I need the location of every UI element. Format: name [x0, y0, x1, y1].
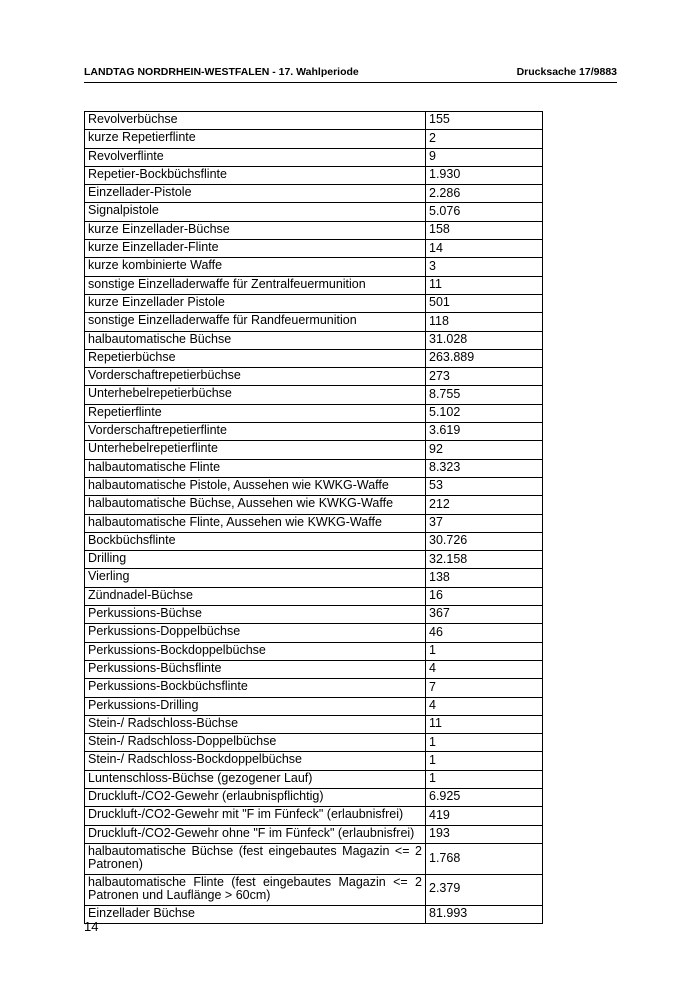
count-cell: 11: [426, 715, 543, 733]
table-row: [85, 905, 543, 923]
weapon-type-cell: Repetier-Bockbüchsflinte: [85, 166, 426, 184]
count-cell: 6.925: [426, 788, 543, 806]
document-number: Drucksache 17/9883: [516, 66, 617, 78]
table-row: [85, 368, 543, 386]
table-row: [85, 825, 543, 843]
table-row: [85, 130, 543, 148]
count-cell: 1.768: [426, 843, 543, 874]
table-row: [85, 715, 543, 733]
table-row: [85, 843, 543, 874]
table-row: [85, 697, 543, 715]
table-row: [85, 770, 543, 788]
table-row: [85, 423, 543, 441]
table-row: [85, 660, 543, 678]
count-cell: 118: [426, 313, 543, 331]
table-row: [85, 496, 543, 514]
table-row: [85, 514, 543, 532]
table-row: [85, 679, 543, 697]
count-cell: 1: [426, 752, 543, 770]
weapon-type-cell: Perkussions-Bockbüchsflinte: [85, 679, 426, 697]
count-cell: 11: [426, 276, 543, 294]
table-body: [85, 112, 543, 924]
table-row: [85, 624, 543, 642]
table-row: [85, 606, 543, 624]
weapon-type-cell: Einzellader Büchse: [85, 905, 426, 923]
table-row: [85, 788, 543, 806]
weapon-type-cell: Drilling: [85, 551, 426, 569]
page-number: 14: [84, 919, 99, 934]
table-row: [85, 874, 543, 905]
count-cell: 4: [426, 660, 543, 678]
weapon-type-cell: kurze Repetierflinte: [85, 130, 426, 148]
count-cell: 273: [426, 368, 543, 386]
table-row: [85, 313, 543, 331]
weapon-type-cell: Stein-/ Radschloss-Bockdoppelbüchse: [85, 752, 426, 770]
weapon-type-cell: Vorderschaftrepetierflinte: [85, 423, 426, 441]
table-row: [85, 148, 543, 166]
table-row: [85, 276, 543, 294]
table-row: [85, 349, 543, 367]
count-cell: 367: [426, 606, 543, 624]
count-cell: 5.076: [426, 203, 543, 221]
weapon-type-cell: Perkussions-Bockdoppelbüchse: [85, 642, 426, 660]
page-header: [84, 66, 617, 83]
count-cell: 3: [426, 258, 543, 276]
table-row: [85, 441, 543, 459]
table-row: [85, 752, 543, 770]
table-row: [85, 587, 543, 605]
table-row: [85, 551, 543, 569]
count-cell: 193: [426, 825, 543, 843]
count-cell: 501: [426, 294, 543, 312]
count-cell: 5.102: [426, 404, 543, 422]
table-row: [85, 477, 543, 495]
table-row: [85, 166, 543, 184]
weapon-type-cell: Perkussions-Büchse: [85, 606, 426, 624]
count-cell: 3.619: [426, 423, 543, 441]
count-cell: 1: [426, 770, 543, 788]
count-cell: 8.323: [426, 459, 543, 477]
count-cell: 31.028: [426, 331, 543, 349]
count-cell: 212: [426, 496, 543, 514]
count-cell: 9: [426, 148, 543, 166]
count-cell: 16: [426, 587, 543, 605]
count-cell: 138: [426, 569, 543, 587]
weapon-type-cell: Perkussions-Doppelbüchse: [85, 624, 426, 642]
weapon-type-cell: Repetierflinte: [85, 404, 426, 422]
weapon-type-cell: sonstige Einzelladerwaffe für Zentralfeuermunition: [85, 276, 426, 294]
count-cell: 2.286: [426, 185, 543, 203]
count-cell: 46: [426, 624, 543, 642]
weapon-type-cell: Vierling: [85, 569, 426, 587]
weapon-type-cell: kurze Einzellader-Büchse: [85, 221, 426, 239]
table-row: [85, 331, 543, 349]
table-row: [85, 240, 543, 258]
weapon-type-cell: Druckluft-/CO2-Gewehr ohne "F im Fünfeck" (erlaubnisfrei): [85, 825, 426, 843]
weapon-type-cell: Unterhebelrepetierflinte: [85, 441, 426, 459]
weapon-type-cell: Luntenschloss-Büchse (gezogener Lauf): [85, 770, 426, 788]
table-row: [85, 221, 543, 239]
table-row: [85, 642, 543, 660]
weapon-type-cell: Perkussions-Drilling: [85, 697, 426, 715]
weapon-type-cell: Perkussions-Büchsflinte: [85, 660, 426, 678]
weapon-type-cell: kurze kombinierte Waffe: [85, 258, 426, 276]
weapon-type-cell: halbautomatische Pistole, Aussehen wie KWKG-Waffe: [85, 477, 426, 495]
weapon-type-cell: Druckluft-/CO2-Gewehr mit "F im Fünfeck" (erlaubnisfrei): [85, 807, 426, 825]
table-row: [85, 112, 543, 130]
weapon-type-cell: sonstige Einzelladerwaffe für Randfeuermunition: [85, 313, 426, 331]
count-cell: 32.158: [426, 551, 543, 569]
count-cell: 158: [426, 221, 543, 239]
weapon-type-cell: Vorderschaftrepetierbüchse: [85, 368, 426, 386]
weapon-type-cell: Stein-/ Radschloss-Doppelbüchse: [85, 734, 426, 752]
weapon-type-cell: Revolverflinte: [85, 148, 426, 166]
count-cell: 1: [426, 642, 543, 660]
weapon-type-cell: Stein-/ Radschloss-Büchse: [85, 715, 426, 733]
count-cell: 37: [426, 514, 543, 532]
table-row: [85, 734, 543, 752]
count-cell: 53: [426, 477, 543, 495]
header-title: LANDTAG NORDRHEIN-WESTFALEN - 17. Wahlperiode: [84, 66, 359, 78]
table-row: [85, 569, 543, 587]
count-cell: 155: [426, 112, 543, 130]
count-cell: 8.755: [426, 386, 543, 404]
count-cell: 2.379: [426, 874, 543, 905]
count-cell: 4: [426, 697, 543, 715]
weapon-type-cell: kurze Einzellader-Flinte: [85, 240, 426, 258]
weapon-type-cell: halbautomatische Büchse (fest eingebautes Magazin <= 2 Patronen): [85, 843, 426, 874]
table-row: [85, 294, 543, 312]
weapon-type-table: [84, 111, 543, 924]
count-cell: 263.889: [426, 349, 543, 367]
weapon-type-cell: halbautomatische Büchse: [85, 331, 426, 349]
table-row: [85, 386, 543, 404]
weapon-type-cell: halbautomatische Büchse, Aussehen wie KWKG-Waffe: [85, 496, 426, 514]
weapon-type-cell: halbautomatische Flinte: [85, 459, 426, 477]
weapon-type-cell: Bockbüchsflinte: [85, 532, 426, 550]
table-row: [85, 807, 543, 825]
count-cell: 1.930: [426, 166, 543, 184]
weapon-type-cell: Revolverbüchse: [85, 112, 426, 130]
count-cell: 2: [426, 130, 543, 148]
count-cell: 419: [426, 807, 543, 825]
table-row: [85, 203, 543, 221]
count-cell: 14: [426, 240, 543, 258]
weapon-type-cell: halbautomatische Flinte, Aussehen wie KWKG-Waffe: [85, 514, 426, 532]
count-cell: 30.726: [426, 532, 543, 550]
count-cell: 92: [426, 441, 543, 459]
count-cell: 7: [426, 679, 543, 697]
count-cell: 1: [426, 734, 543, 752]
table-row: [85, 532, 543, 550]
weapon-type-cell: Unterhebelrepetierbüchse: [85, 386, 426, 404]
weapon-type-cell: Druckluft-/CO2-Gewehr (erlaubnispflichtig): [85, 788, 426, 806]
table-row: [85, 185, 543, 203]
table-row: [85, 459, 543, 477]
weapon-type-cell: Zündnadel-Büchse: [85, 587, 426, 605]
weapon-type-cell: Repetierbüchse: [85, 349, 426, 367]
count-cell: 81.993: [426, 905, 543, 923]
table-row: [85, 258, 543, 276]
weapon-type-cell: Einzellader-Pistole: [85, 185, 426, 203]
weapon-type-cell: kurze Einzellader Pistole: [85, 294, 426, 312]
weapon-type-cell: Signalpistole: [85, 203, 426, 221]
table-row: [85, 404, 543, 422]
weapon-type-cell: halbautomatische Flinte (fest eingebautes Magazin <= 2 Patronen und Lauflänge > 60cm): [85, 874, 426, 905]
